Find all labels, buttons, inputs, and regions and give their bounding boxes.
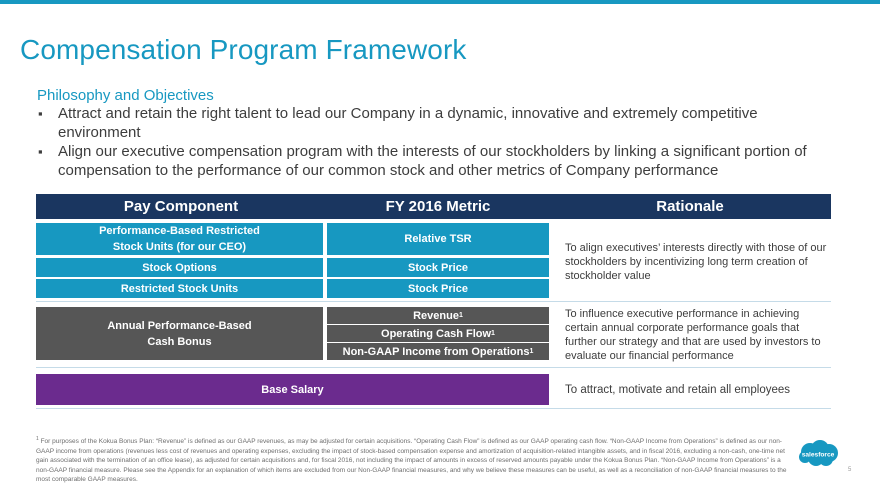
component-annual-bonus (36, 307, 323, 360)
footnote-marker: 1 (36, 435, 39, 442)
top-accent-bar (0, 0, 880, 4)
objectives-list (37, 104, 837, 180)
metric-revenue-label: Revenue (413, 309, 459, 322)
objective-item (37, 142, 837, 180)
header-fy-metric: FY 2016 Metric (385, 198, 491, 215)
metric-non-gaap-label: Non-GAAP Income from Operations (342, 345, 530, 358)
component-base-salary: Base Salary (36, 374, 549, 405)
component-prsu-line2: Stock Units (for our CEO) (112, 241, 247, 253)
component-prsu (36, 223, 323, 255)
salesforce-logo-icon (796, 439, 840, 469)
table-header-left (36, 194, 549, 219)
row-divider (36, 301, 831, 302)
component-prsu-line1: Performance-Based Restricted (99, 225, 260, 237)
rationale-bonus: To influence executive performance in achieving certain annual corporate performance goals that further our strategy and that are used by investors to evaluate our financial performance (565, 308, 821, 362)
metric-operating-cash-flow: Operating Cash Flow 1 (327, 325, 549, 342)
row-divider (36, 408, 831, 409)
metric-relative-tsr: Relative TSR (327, 223, 549, 255)
square-bullet-icon: ▪ (38, 106, 43, 121)
rationale-salary: To attract, motivate and retain all employees (565, 384, 791, 396)
metric-stock-price-options: Stock Price (327, 258, 549, 277)
section-subtitle: Philosophy and Objectives (37, 87, 214, 104)
footnote (36, 437, 791, 485)
metric-stock-price-rsu: Stock Price (327, 279, 549, 298)
metric-ocf-label: Operating Cash Flow (381, 327, 492, 340)
header-rationale: Rationale (549, 194, 831, 219)
component-rsu: Restricted Stock Units (36, 279, 323, 298)
slide-title: Compensation Program Framework (20, 34, 467, 65)
objective-text: Align our executive compensation program with the interests of our stockholders by linking a significant portion of compensation to the performance of our common stock and other metrics of Company performance (58, 143, 807, 179)
metric-non-gaap-income: Non-GAAP Income from Operations 1 (327, 343, 549, 360)
page-number: 5 (848, 467, 852, 473)
logo-wordmark: salesforce (801, 451, 835, 459)
footnote-text: For purposes of the Kokua Bonus Plan: “Revenue” is defined as our GAAP revenues, as may be adjusted for certain acquisitions. “Operating Cash Flow” is defined as our GAAP operating cash flow. “Non-GAAP Income from Operations” is defined as our non-GAAP income from operations (revenues less cost of revenues and operating expenses, excluding the impact of stock-based compensation expense and amortization of acquisition-related intangible assets, and in fiscal 2016, excluding a non-cash, one-time net gain associated with the termination of an office lease), as adjusted for certain acquisitions and, for fiscal 2016, not including the impact of amounts in excess of reserved amounts payable under the Kokua Bonus Plan. “Non-GAAP Income from Operations” is a non-GAAP financial measure. Please see the Appendix for an explanation of which items are excluded from our Non-GAAP financial measures, and why we believe these measures can be useful, as well as a reconciliation of non-GAAP financial measures to the most comparable GAAP measures. (36, 438, 787, 483)
component-stock-options: Stock Options (36, 258, 323, 277)
objective-text: Attract and retain the right talent to lead our Company in a dynamic, innovative and extremely competitive environment (58, 105, 758, 141)
row-divider (36, 367, 831, 368)
component-bonus-line1: Annual Performance-Based (107, 319, 252, 332)
component-bonus-line2: Cash Bonus (147, 335, 212, 348)
objective-item (37, 104, 837, 142)
square-bullet-icon: ▪ (38, 144, 43, 159)
metric-revenue: Revenue 1 (327, 307, 549, 324)
rationale-equity: To align executives’ interests directly with those of our stockholders by incentivizing long term creation of stockholder value (565, 242, 827, 282)
header-pay-component: Pay Component (123, 198, 239, 215)
